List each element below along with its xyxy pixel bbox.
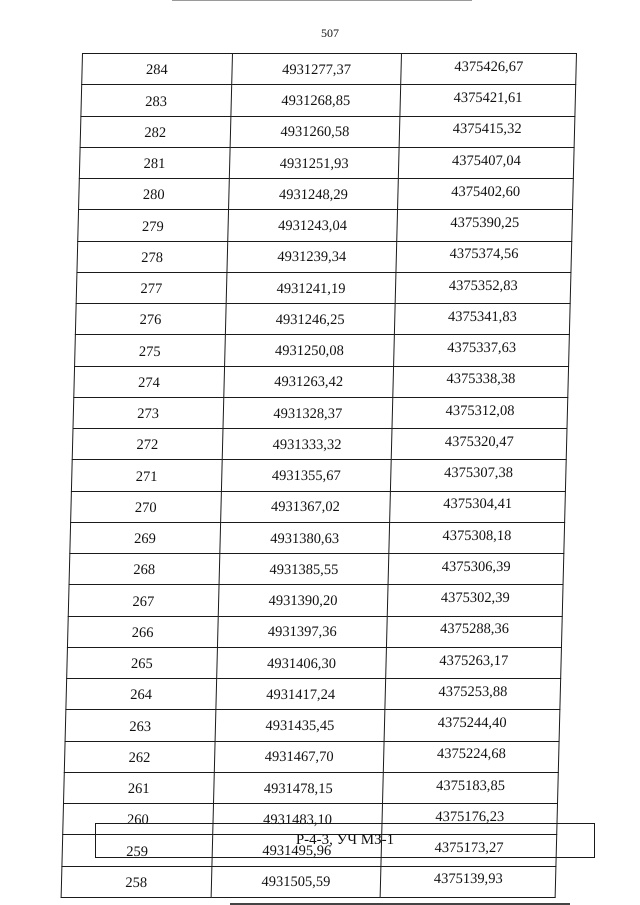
y-coordinate-cell: 4375306,39 <box>388 554 563 585</box>
y-coordinate-cell: 4375415,32 <box>399 116 574 147</box>
x-coordinate-cell: 4931355,67 <box>221 460 391 491</box>
x-coordinate-cell: 4931241,19 <box>226 272 396 303</box>
table-row <box>75 335 570 366</box>
point-number-cell: 261 <box>64 772 214 803</box>
table-row <box>77 241 572 272</box>
y-coordinate-cell: 4375253,88 <box>385 679 560 710</box>
table-row <box>70 522 565 553</box>
x-coordinate-cell: 4931505,59 <box>211 866 381 897</box>
y-coordinate-cell: 4375302,39 <box>388 585 563 616</box>
table-row <box>73 397 568 428</box>
y-coordinate-cell: 4375307,38 <box>391 460 566 491</box>
y-coordinate-cell: 4375402,60 <box>398 179 573 210</box>
scan-top-edge <box>172 0 472 1</box>
table-row <box>64 772 559 803</box>
y-coordinate-cell: 4375288,36 <box>387 616 562 647</box>
x-coordinate-cell: 4931367,02 <box>220 491 390 522</box>
table-row <box>71 460 566 491</box>
x-coordinate-cell: 4931397,36 <box>217 616 387 647</box>
coordinates-table-body <box>61 54 576 898</box>
point-number-cell: 264 <box>66 679 216 710</box>
point-number-cell: 263 <box>65 710 215 741</box>
x-coordinate-cell: 4931328,37 <box>223 397 393 428</box>
point-number-cell: 283 <box>81 85 231 116</box>
table-row <box>61 866 556 897</box>
point-number-cell: 268 <box>69 554 219 585</box>
point-number-cell: 280 <box>79 179 229 210</box>
table-row <box>75 304 570 335</box>
point-number-cell: 284 <box>82 54 232 85</box>
x-coordinate-cell: 4931380,63 <box>219 522 389 553</box>
footer-label: Р-4-3, УЧ МЗ-1 <box>95 823 595 858</box>
table-row <box>69 554 564 585</box>
y-coordinate-cell: 4375338,38 <box>393 366 568 397</box>
point-number-cell: 271 <box>71 460 221 491</box>
table-row <box>64 741 559 772</box>
point-number-cell: 259 <box>62 835 212 866</box>
x-coordinate-cell: 4931406,30 <box>216 647 386 678</box>
x-coordinate-cell: 4931248,29 <box>228 179 398 210</box>
y-coordinate-cell: 4375139,93 <box>380 866 555 897</box>
x-coordinate-cell: 4931478,15 <box>213 772 383 803</box>
x-coordinate-cell: 4931385,55 <box>219 554 389 585</box>
y-coordinate-cell: 4375183,85 <box>383 772 558 803</box>
point-number-cell: 274 <box>74 366 224 397</box>
y-coordinate-cell: 4375173,27 <box>381 835 556 866</box>
x-coordinate-cell: 4931277,37 <box>231 54 401 85</box>
table-row <box>67 647 562 678</box>
table-row <box>72 429 567 460</box>
table-row <box>79 179 574 210</box>
point-number-cell: 276 <box>75 304 225 335</box>
point-number-cell: 265 <box>67 647 217 678</box>
y-coordinate-cell: 4375263,17 <box>386 647 561 678</box>
x-coordinate-cell: 4931251,93 <box>229 147 399 178</box>
y-coordinate-cell: 4375341,83 <box>395 304 570 335</box>
y-coordinate-cell: 4375374,56 <box>396 241 571 272</box>
table-row <box>82 54 577 85</box>
point-number-cell: 266 <box>67 616 217 647</box>
table-row <box>79 147 574 178</box>
table-row <box>76 272 571 303</box>
table-row <box>65 710 560 741</box>
point-number-cell: 282 <box>80 116 230 147</box>
x-coordinate-cell: 4931263,42 <box>223 366 393 397</box>
point-number-cell: 273 <box>73 397 223 428</box>
point-number-cell: 260 <box>63 804 213 835</box>
y-coordinate-cell: 4375337,63 <box>394 335 569 366</box>
point-number-cell: 269 <box>70 522 220 553</box>
x-coordinate-cell: 4931268,85 <box>231 85 401 116</box>
x-coordinate-cell: 4931390,20 <box>218 585 388 616</box>
y-coordinate-cell: 4375426,67 <box>401 54 576 85</box>
x-coordinate-cell: 4931243,04 <box>227 210 397 241</box>
x-coordinate-cell: 4931333,32 <box>222 429 392 460</box>
table-row <box>71 491 566 522</box>
x-coordinate-cell: 4931417,24 <box>215 679 385 710</box>
table-row <box>68 585 563 616</box>
table-row <box>81 85 576 116</box>
point-number-cell: 279 <box>78 210 228 241</box>
x-coordinate-cell: 4931239,34 <box>227 241 397 272</box>
x-coordinate-cell: 4931246,25 <box>225 304 395 335</box>
y-coordinate-cell: 4375244,40 <box>384 710 559 741</box>
y-coordinate-cell: 4375176,23 <box>382 804 557 835</box>
point-number-cell: 277 <box>76 272 226 303</box>
x-coordinate-cell: 4931260,58 <box>230 116 400 147</box>
point-number-cell: 272 <box>72 429 222 460</box>
point-number-cell: 278 <box>77 241 227 272</box>
y-coordinate-cell: 4375352,83 <box>395 272 570 303</box>
page-number: 507 <box>321 26 339 40</box>
point-number-cell: 270 <box>71 491 221 522</box>
y-coordinate-cell: 4375308,18 <box>389 522 564 553</box>
coordinates-table <box>61 53 577 898</box>
y-coordinate-cell: 4375224,68 <box>384 741 559 772</box>
x-coordinate-cell: 4931495,96 <box>212 835 382 866</box>
point-number-cell: 275 <box>75 335 225 366</box>
y-coordinate-cell: 4375312,08 <box>392 397 567 428</box>
x-coordinate-cell: 4931483,10 <box>212 804 382 835</box>
y-coordinate-cell: 4375304,41 <box>390 491 565 522</box>
point-number-cell: 258 <box>61 866 211 897</box>
table-row <box>80 116 575 147</box>
table-row <box>66 679 561 710</box>
point-number-cell: 281 <box>79 147 229 178</box>
y-coordinate-cell: 4375390,25 <box>397 210 572 241</box>
y-coordinate-cell: 4375421,61 <box>400 85 575 116</box>
table-row <box>67 616 562 647</box>
table-row <box>78 210 573 241</box>
point-number-cell: 267 <box>68 585 218 616</box>
y-coordinate-cell: 4375320,47 <box>392 429 567 460</box>
point-number-cell: 262 <box>64 741 214 772</box>
x-coordinate-cell: 4931467,70 <box>214 741 384 772</box>
x-coordinate-cell: 4931250,08 <box>224 335 394 366</box>
table-row <box>74 366 569 397</box>
x-coordinate-cell: 4931435,45 <box>215 710 385 741</box>
y-coordinate-cell: 4375407,04 <box>399 147 574 178</box>
